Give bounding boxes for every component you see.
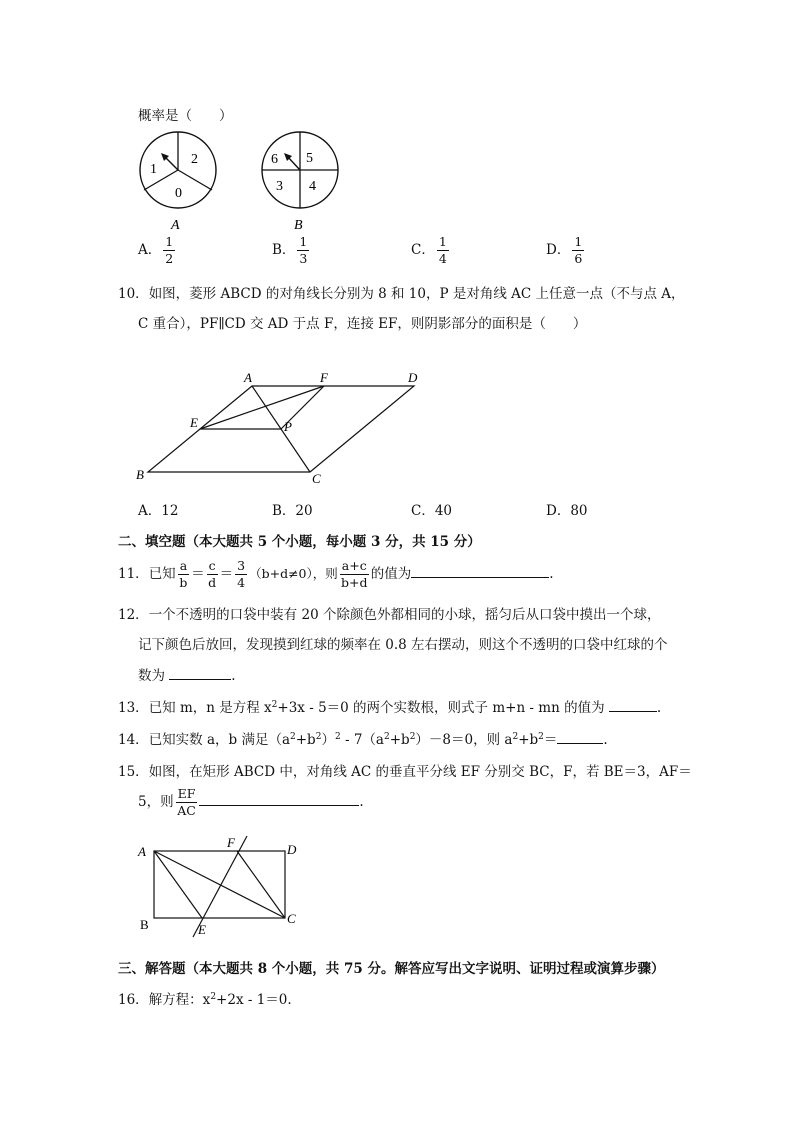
q15-label-f: F [227, 835, 235, 850]
q10-label-p: P [284, 419, 292, 434]
spinner-b-sector-6: 6 [271, 152, 278, 167]
q14: 14．已知实数 a，b 满足$(a^2+b^2)^2 - 7(a^2+b^2)-8=0$，则 $a^2+b^2=$ . [118, 732, 608, 748]
spinner-a-sector-2: 2 [191, 152, 198, 167]
q10-option-c: C．40 [411, 503, 453, 519]
spinner-a-sector-0: 0 [175, 186, 182, 201]
q15-line1: 15．如图，在矩形 ABCD 中，对角线 AC 的垂直平分线 EF 分别交 BC，F，若 BE＝3，AF＝ [118, 764, 692, 780]
q16: 16．解方程：$x^2+2x - 1=0$. [118, 992, 292, 1008]
section2-heading: 二、填空题（本大题共 5 个小题，每小题 3 分，共 15 分） [118, 534, 481, 550]
q15-label-d: D [287, 842, 297, 857]
q15-rectangle-figure [134, 830, 309, 940]
spinner-b-sector-3: 3 [276, 179, 283, 194]
section3-heading: 三、解答题（本大题共 8 个小题，共 75 分。解答应写出文字说明、证明过程或演算步骤） [118, 961, 665, 977]
q15-label-a: A [138, 844, 146, 859]
q9-tail-text: 概率是（ ） [138, 108, 233, 124]
q10-line2: C 重合），PF∥CD 交 AD 于点 F，连接 EF，则阴影部分的面积是（ ） [138, 316, 587, 332]
q10-option-a: A．12 [138, 503, 179, 519]
spinner-b-label: B [294, 218, 303, 233]
q10-line1: 10．如图，菱形 ABCD 的对角线长分别为 8 和 10，P 是对角线 AC 上任意一点（不与点 A， [118, 286, 685, 302]
q10-rhombus-figure [132, 372, 432, 486]
q10-option-b: B．20 [272, 503, 313, 519]
q9-option-b: B． $\frac{1}{3}$ [272, 234, 308, 266]
spinner-a-sector-1: 1 [150, 162, 157, 177]
q10-label-c: C [312, 471, 321, 486]
q9-option-d: D． $\frac{1}{6}$ [546, 234, 583, 266]
q12-line3: 数为 . [138, 668, 236, 684]
q13: 13．已知 m，n 是方程 $x^2+3x - 5=0$ 的两个实数根，则式子 m+n - mn 的值为 . [118, 700, 662, 716]
q11: 11．已知 $\frac{a}{b}$ ＝ $\frac{c}{d}$ ＝ $\frac{3}{4}$ （b+d≠0），则 $\frac{a+c}{b+d}$ 的值为 . [118, 558, 554, 590]
q10-label-d: D [408, 372, 418, 385]
q11-answer-blank[interactable] [411, 565, 549, 578]
q9-option-a: A． $\frac{1}{2}$ [138, 234, 174, 266]
spinner-b-figure [256, 125, 356, 233]
spinner-b-sector-5: 5 [306, 151, 313, 166]
spinner-a-figure [130, 125, 230, 233]
spinner-a-label: A [171, 218, 180, 233]
spinner-b-sector-4: 4 [309, 179, 316, 194]
q10-label-b: B [136, 467, 144, 482]
q9-option-c: C． $\frac{1}{4}$ [411, 234, 447, 266]
q10-label-e: E [190, 415, 198, 430]
q15-answer-blank[interactable] [199, 793, 359, 806]
q14-answer-blank[interactable] [557, 731, 603, 744]
q15-label-e: E [198, 922, 206, 937]
q12-line2: 记下颜色后放回，发现摸到红球的频率在 0.8 左右摆动，则这个不透明的口袋中红球的个 [138, 637, 668, 653]
q15-label-b: B [140, 917, 149, 932]
q13-answer-blank[interactable] [609, 699, 657, 712]
q15-line2: 5，则 $\frac{EF}{AC}$ . [138, 786, 364, 818]
q10-option-d: D．80 [546, 503, 588, 519]
q10-label-a: A [244, 372, 252, 385]
q10-label-f: F [320, 372, 328, 385]
q15-label-c: C [287, 911, 296, 926]
q12-line1: 12．一个不透明的口袋中装有 20 个除颜色外都相同的小球，摇匀后从口袋中摸出一个球， [118, 607, 661, 623]
q12-answer-blank[interactable] [169, 667, 231, 680]
